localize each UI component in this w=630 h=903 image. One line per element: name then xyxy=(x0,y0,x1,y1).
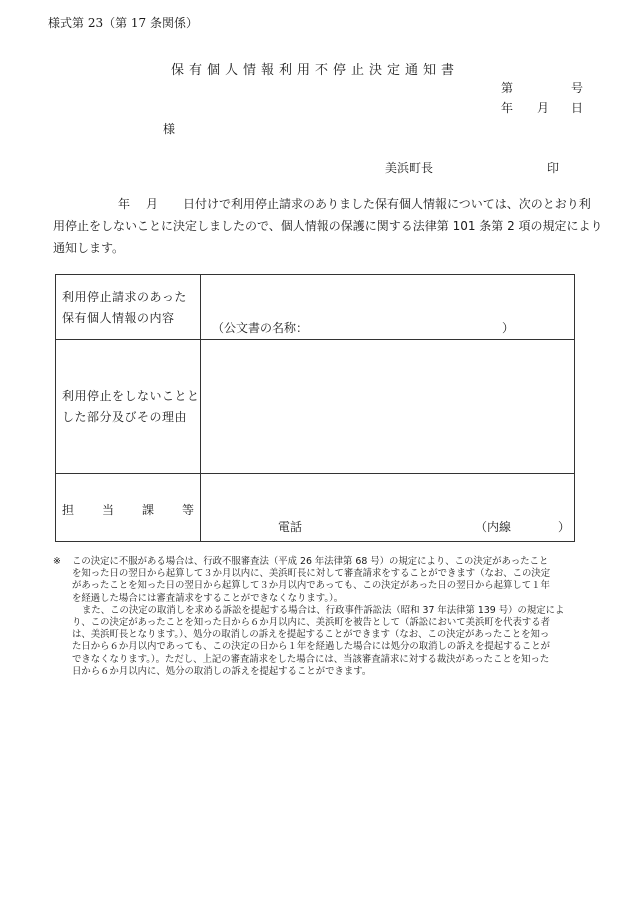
note-line: また、この決定の取消しを求める訴訟を提起する場合は、行政事件訴訟法（昭和 37 年法律第 139 号）の規定によ xyxy=(82,604,565,616)
label-requested-info-line-1: 利用停止請求のあった xyxy=(62,290,187,304)
table-row-contact xyxy=(56,473,574,541)
note-line xyxy=(53,556,583,568)
table-row-requested-info xyxy=(56,275,574,339)
document-number-suffix: 号 xyxy=(571,81,584,95)
label-reason-line-1: 利用停止をしないことと xyxy=(62,389,200,403)
note-line: 日から６か月以内に、処分の取消しの訴えを提起することができます。 xyxy=(72,665,372,677)
document-name-label: （公文書の名称： xyxy=(212,321,309,335)
label-department-char: 担 xyxy=(62,503,75,517)
extension-close: ） xyxy=(558,520,571,534)
date-day-label: 日 xyxy=(571,101,584,115)
sender-name: 美浜町長 xyxy=(385,161,434,175)
document-title: 保有個人情報利用不停止決定通知書 xyxy=(170,63,459,78)
note-mark: ※ xyxy=(53,556,61,567)
table-row-reason xyxy=(56,339,574,473)
form-number: 様式第 23（第 17 条関係） xyxy=(48,16,198,30)
note-line: り、この決定があったことを知った日から６か月以内に、美浜町を被告として（訴訟において美浜町を代表する者 xyxy=(72,617,551,629)
label-department xyxy=(62,500,194,521)
addressee-honorific: 様 xyxy=(163,122,176,136)
note-line: があったことを知った日の翌日から起算して３か月以内であっても、この決定があった日の翌日から起算して１年 xyxy=(72,580,550,592)
notes-section xyxy=(53,556,583,678)
body-year-label: 年 xyxy=(118,197,131,211)
label-department-char: 等 xyxy=(181,503,194,517)
note-line: は、美浜町長となります。）、処分の取消しの訴えを提起することができます（なお、この決定があったことを知っ xyxy=(72,629,550,641)
label-reason xyxy=(62,386,200,428)
label-department-char: 課 xyxy=(141,503,154,517)
label-requested-info-line-2: 保有個人情報の内容 xyxy=(62,311,175,325)
extension-label: （内線 xyxy=(475,520,512,534)
note-line: を知った日の翌日から起算して３か月以内に、美浜町長に対して審査請求をすることができます（なお、この決定 xyxy=(72,568,551,580)
label-reason-line-2: した部分及びその理由 xyxy=(62,410,188,424)
label-requested-info xyxy=(62,287,187,329)
note-line: を経過した場合には審査請求をすることができなくなります。）。 xyxy=(72,592,344,604)
body-text-line-1: 日付けで利用停止請求のありました保有個人情報については、次のとおり利 xyxy=(183,197,591,211)
notice-table xyxy=(55,274,575,542)
note-line: できなくなります。）。ただし、上記の審査請求をした場合には、当該審査請求に対する裁決があったことを知った xyxy=(72,653,550,665)
body-text-line-3: 通知します。 xyxy=(53,241,125,255)
date-month-label: 月 xyxy=(537,101,550,115)
body-text-line-2: 用停止をしないことに決定しましたので、個人情報の保護に関する法律第 101 条第 2 項の規定により xyxy=(53,219,603,233)
seal-mark: 印 xyxy=(547,161,560,175)
note-text: この決定に不服がある場合は、行政不服審査法（平成 26 年法律第 68 号）の規定により、この決定があったこと xyxy=(72,556,549,567)
body-month-label: 月 xyxy=(146,197,159,211)
phone-label: 電話 xyxy=(278,520,303,534)
document-number-prefix: 第 xyxy=(501,81,514,95)
date-year-label: 年 xyxy=(501,101,514,115)
note-line: た日から６か月以内であっても、この決定の日から１年を経過した場合には処分の取消しの訴えを提起することが xyxy=(72,641,551,653)
label-department-char: 当 xyxy=(101,503,114,517)
document-name-close: ） xyxy=(502,321,515,335)
